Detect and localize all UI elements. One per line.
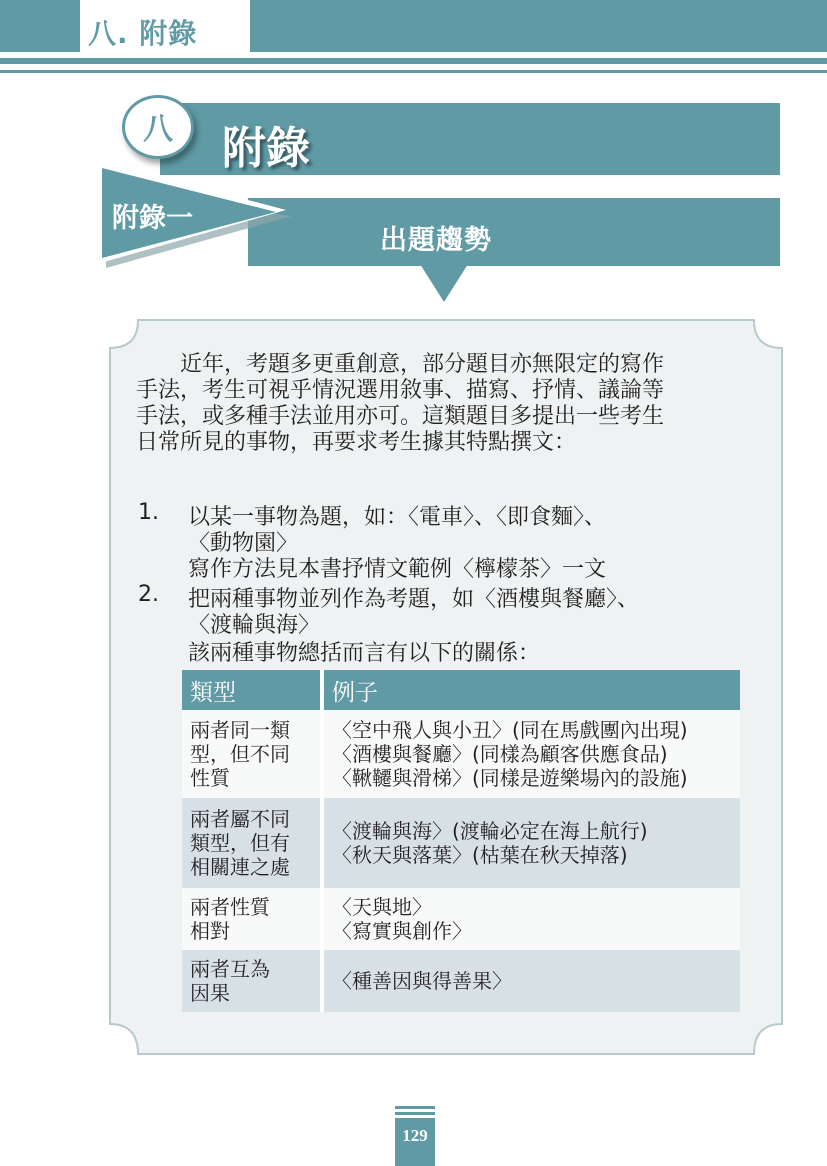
example-line: 〈種善因與得善果〉 [332, 969, 512, 993]
example-line: 〈渡輪與海〉(渡輪必定在海上航行) [332, 819, 648, 843]
type-line: 因果 [190, 981, 230, 1005]
list-line: 以某一事物為題，如：〈電車〉、〈即食麵〉、 [188, 505, 607, 530]
examples-cell [324, 888, 740, 950]
type-cell [182, 888, 324, 950]
page-number: 129 [402, 1126, 428, 1145]
intro-line: 近年，考題多更重創意，部分題目亦無限定的寫作 [180, 352, 665, 377]
type-line: 相對 [190, 919, 230, 943]
table-header-row [182, 670, 740, 710]
examples-cell [324, 710, 740, 798]
relation-table [182, 670, 740, 1012]
header-rule-thin [0, 70, 827, 73]
type-cell [182, 710, 324, 798]
header-rule-thick [0, 58, 827, 64]
example-line: 〈空中飛人與小丑〉(同在馬戲團內出現) [332, 718, 688, 742]
example-line: 〈寫實與創作〉 [332, 919, 472, 943]
type-line: 兩者互為 [190, 957, 270, 981]
intro-line: 手法，或多種手法並用亦可。這類題目多提出一些考生 [136, 404, 665, 429]
table-row [182, 798, 740, 888]
example-line: 〈秋天與落葉〉(枯葉在秋天掉落) [332, 843, 628, 867]
appendix-label: 附錄一 [112, 203, 193, 234]
example-line: 〈天與地〉 [332, 895, 432, 919]
appendix-banner [248, 198, 780, 266]
type-cell [182, 950, 324, 1012]
page-number-rule [395, 1106, 435, 1109]
table-row [182, 950, 740, 1012]
column-header-examples: 例子 [324, 670, 740, 710]
type-line: 相關連之處 [190, 855, 290, 879]
list-line: 該兩種事物總括而言有以下的關係： [188, 641, 541, 666]
header-bar-right [250, 0, 827, 52]
type-line: 型，但不同 [190, 742, 290, 766]
intro-line: 日常所見的事物，再要求考生據其特點撰文： [136, 430, 577, 455]
example-line: 〈酒樓與餐廳〉(同樣為顧客供應食品) [332, 742, 668, 766]
chapter-number: 八 [143, 112, 173, 147]
type-line: 類型，但有 [190, 831, 290, 855]
table-row [182, 888, 740, 950]
type-line: 兩者同一類 [190, 718, 290, 742]
page-number-rule [395, 1112, 435, 1115]
chapter-title: 附錄 [222, 123, 310, 174]
list-line: 〈渡輪與海〉 [188, 613, 321, 638]
list-line: 把兩種事物並列作為考題，如〈酒樓與餐廳〉、 [188, 587, 640, 612]
column-header-type: 類型 [182, 670, 324, 710]
section-label: 八. 附錄 [88, 17, 198, 50]
list-line: 寫作方法見本書抒情文範例〈檸檬茶〉一文 [188, 557, 607, 582]
example-line: 〈鞦韆與滑梯〉(同樣是遊樂場內的設施) [332, 766, 688, 790]
list-number: 1. [138, 500, 159, 525]
intro-paragraph [136, 352, 756, 456]
examples-cell [324, 950, 740, 1012]
intro-line: 手法，考生可視乎情況選用敘事、描寫、抒情、議論等 [136, 378, 665, 403]
table-row [182, 710, 740, 798]
type-line: 兩者屬不同 [190, 807, 290, 831]
chapter-number-badge [122, 95, 194, 159]
type-line: 性質 [190, 766, 230, 790]
type-line: 兩者性質 [190, 895, 270, 919]
list-number: 2. [138, 582, 159, 607]
appendix-title: 出題趨勢 [380, 225, 492, 256]
header-bar-left [0, 0, 80, 52]
banner-notch [420, 264, 468, 304]
type-cell [182, 798, 324, 888]
examples-cell [324, 798, 740, 888]
list-line: 〈動物園〉 [188, 531, 299, 556]
